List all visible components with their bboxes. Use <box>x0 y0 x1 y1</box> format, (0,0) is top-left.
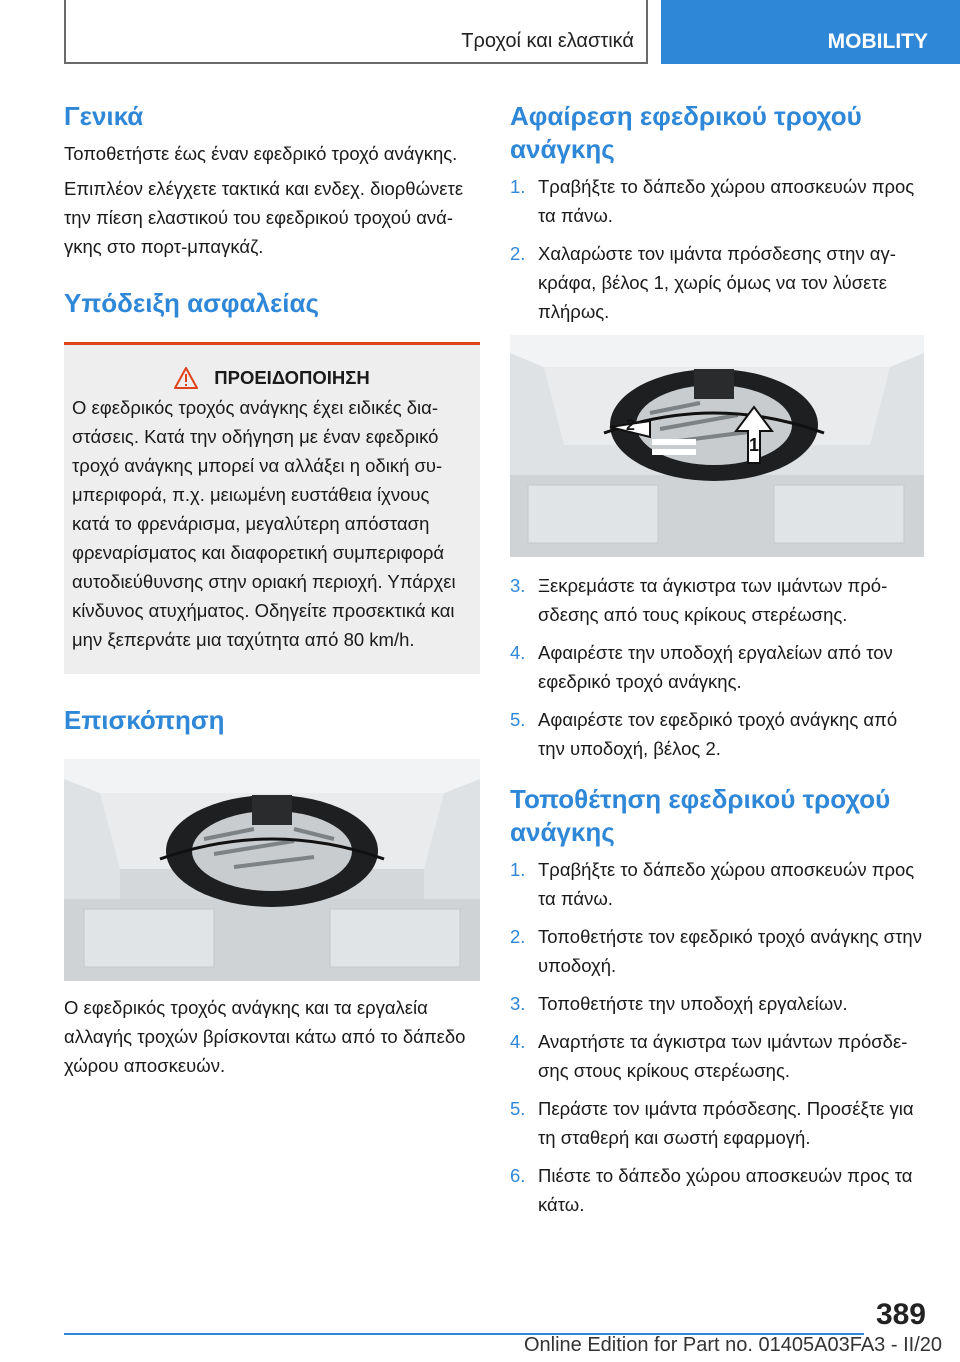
install-steps <box>510 855 928 1219</box>
list-item: 1. Τραβήξτε το δάπεδο χώρου αποσκευών προς τα πάνω. <box>510 176 915 226</box>
page-number: 389 <box>875 1298 926 1331</box>
list-item: 4. Αναρτήστε τα άγκιστρα των ιμάντων πρόσδεσης στους κρίκους στερέωσης. <box>510 1031 908 1081</box>
chapter-tab <box>661 0 960 64</box>
list-item: 3. Ξεκρεμάστε τα άγκιστρα των ιμάντων πρόσδεσης από τους κρίκους στερέωσης. <box>510 575 888 625</box>
warning-header <box>72 367 472 389</box>
list-item: 3. Τοποθετήστε την υποδοχή εργαλείων. <box>510 993 848 1014</box>
list-item: 5. Αφαιρέστε τον εφεδρικό τροχό ανάγκης από την υποδοχή, βέλος 2. <box>510 709 898 759</box>
figure-label-2: 2 <box>626 417 635 434</box>
list-item: 1. Τραβήξτε το δάπεδο χώρου αποσκευών προς τα πάνω. <box>510 859 915 909</box>
install-heading: Τοποθέτηση εφεδρικού τροχού ανάγκης <box>510 784 891 847</box>
list-item: 5. Περάστε τον ιμάντα πρόσδεσης. Προσέξτε για τη σταθερή και σωστή εφαρμογή. <box>510 1098 914 1148</box>
removal-steps-part-2 <box>510 571 928 763</box>
warning-text: Ο εφεδρικός τροχός ανάγκης έχει ειδικές διαστάσεις. Κατά την οδήγηση με έναν εφεδρικό τροχό ανάγκης μπορεί να αλλάξει η οδική συμπεριφορά, π.χ. μειωμένη ευστάθεια ίχνους κατά το φρενάρισμα, μεγαλύτερη απόσταση φρεναρίσματος και διαφορετική συμπεριφορά αυτοδιεύθυνσης στην οριακή περιοχή. Υπάρχει κίνδυνος ατυχήματος. Οδηγείτε προσεκτικά και μην ξεπερνάτε μια ταχύτητα από 80 km/h. <box>72 397 456 650</box>
removal-heading: Αφαίρεση εφεδρικού τροχού ανάγκης <box>510 101 862 164</box>
general-paragraph-1: Τοποθετήστε έως έναν εφεδρικό τροχό ανάγκης. <box>64 143 458 164</box>
section-title: Τροχοί και ελαστικά <box>461 30 634 52</box>
overview-caption: Ο εφεδρικός τροχός ανάγκης και τα εργαλεία αλλαγής τροχών βρίσκονται κάτω από το δάπεδο χώρου αποσκευών. <box>64 997 466 1076</box>
chapter-tab-label: MOBILITY <box>827 30 928 53</box>
general-paragraph-2: Επιπλέον ελέγχετε τακτικά και ενδεχ. διορθώνετε την πίεση ελαστικού του εφεδρικού τροχού ανάγκης στο πορτ-μπαγκάζ. <box>64 178 464 257</box>
list-item: 2. Τοποθετήστε τον εφεδρικό τροχό ανάγκης στην υποδοχή. <box>510 926 922 976</box>
safety-heading: Υπόδειξη ασφαλείας <box>64 288 320 318</box>
left-column <box>64 100 480 1080</box>
overview-heading: Επισκόπηση <box>64 705 225 735</box>
header-frame <box>64 0 648 64</box>
removal-photo <box>510 335 924 557</box>
warning-title: ΠΡΟΕΙΔΟΠΟΙΗΣΗ <box>214 367 370 388</box>
warning-triangle-icon <box>174 367 198 389</box>
warning-box <box>64 342 480 674</box>
general-heading: Γενικά <box>64 101 144 131</box>
list-item: 4. Αφαιρέστε την υποδοχή εργαλείων από τον εφεδρικό τροχό ανάγκης. <box>510 642 893 692</box>
list-item: 6. Πιέστε το δάπεδο χώρου αποσκευών προς τα κάτω. <box>510 1165 913 1215</box>
list-item: 2. Χαλαρώστε τον ιμάντα πρόσδεσης στην αγκράφα, βέλος 1, χωρίς όμως να τον λύσετε πλήρως. <box>510 243 896 322</box>
right-column <box>510 100 928 1228</box>
overview-photo <box>64 759 480 981</box>
removal-steps-part-1 <box>510 172 928 326</box>
edition-footer: Online Edition for Part no. 01405A03FA3 - II/20 <box>523 1334 942 1356</box>
figure-label-1: 1 <box>749 435 760 455</box>
